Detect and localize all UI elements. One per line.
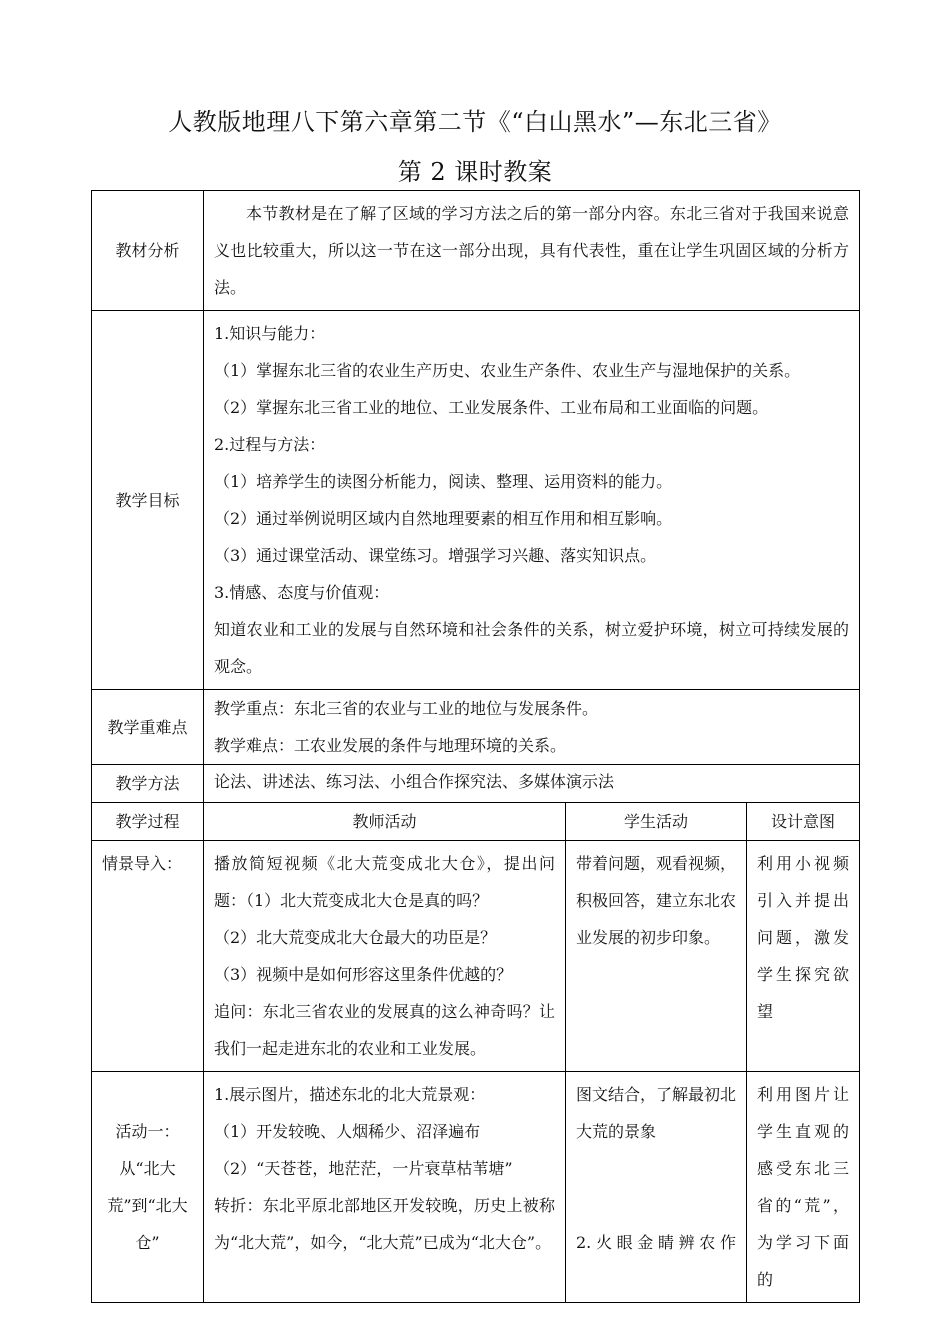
row-keypoints: [92, 690, 860, 765]
activity1-teacher: [204, 1072, 566, 1303]
goal-line: 知道农业和工业的发展与自然环境和社会条件的关系，树立爱护环境，树立可持续发展的观念。: [214, 620, 849, 676]
activity1-label-text: 活动一：从“北大荒”到“北大仓”: [107, 1122, 188, 1252]
goal-line: （1）掌握东北三省的农业生产历史、农业生产条件、农业生产与湿地保护的关系。: [214, 361, 801, 380]
methods-text: 论法、讲述法、练习法、小组合作探究法、多媒体演示法: [204, 765, 860, 803]
label-methods: 教学方法: [92, 765, 204, 803]
goal-line: 3.情感、态度与价值观：: [214, 583, 390, 602]
document-title: 人教版地理八下第六章第二节《“白山黑水”—东北三省》: [168, 108, 782, 136]
row-activity1: [92, 1072, 860, 1303]
goal-line: （1）培养学生的读图分析能力，阅读、整理、运用资料的能力。: [214, 472, 673, 491]
row-goals: [92, 311, 860, 690]
student-text: 图文结合，了解最初北大荒的景象: [576, 1085, 737, 1141]
analysis-paragraph: 本节教材是在了解了区域的学习方法之后的第一部分内容。东北三省对于我国来说意义也比较重大，所以这一节在这一部分出现，具有代表性，重在让学生巩固区域的分析方法。: [214, 204, 849, 297]
row-analysis: [92, 191, 860, 311]
label-intro: 情景导入：: [92, 841, 204, 1072]
header-intent: 设计意图: [747, 803, 860, 841]
student-text: 带着问题，观看视频，积极回答，建立东北农业发展的初步印象。: [576, 854, 737, 947]
student-text: 2.火眼金睛辨农作: [576, 1233, 736, 1252]
keypoints-content: [204, 690, 860, 765]
activity1-student: [566, 1072, 747, 1303]
intro-teacher: [204, 841, 566, 1072]
header-student: 学生活动: [566, 803, 747, 841]
intent-text: 利用小视频引入并提出问题，激发学生探究欲望: [757, 854, 849, 1021]
activity1-intent: [747, 1072, 860, 1303]
row-process-header: [92, 803, 860, 841]
key-point: 教学重点：东北三省的农业与工业的地位与发展条件。: [214, 699, 599, 718]
row-methods: [92, 765, 860, 803]
goal-line: （2）掌握东北三省工业的地位、工业发展条件、工业布局和工业面临的问题。: [214, 398, 769, 417]
label-goals: 教学目标: [92, 311, 204, 690]
goal-line: 2.过程与方法：: [214, 435, 326, 454]
teacher-line: 追问：东北三省农业的发展真的这么神奇吗？让我们一起走进东北的农业和工业发展。: [214, 1002, 555, 1058]
document-subtitle: 第 2 课时教案: [397, 158, 553, 186]
goal-line: （2）通过举例说明区域内自然地理要素的相互作用和相互影响。: [214, 509, 673, 528]
header-teacher: 教师活动: [204, 803, 566, 841]
intro-intent: [747, 841, 860, 1072]
teacher-line: 播放简短视频《北大荒变成北大仓》，提出问题：（1）北大荒变成北大仓是真的吗？: [214, 854, 555, 910]
goal-line: 1.知识与能力：: [214, 324, 326, 343]
intent-text: 利用图片让学生直观的感受东北三省的“荒”，为学习下面的: [757, 1085, 849, 1289]
teacher-line: （3）视频中是如何形容这里条件优越的？: [214, 965, 513, 984]
row-intro: [92, 841, 860, 1072]
label-keypoints: 教学重难点: [92, 690, 204, 765]
intro-student: [566, 841, 747, 1072]
teacher-line: 转折：东北平原北部地区开发较晚，历史上被称为“北大荒”，如今，“北大荒”已成为“北大仓”。: [214, 1196, 555, 1252]
lesson-plan-table: [91, 190, 860, 1303]
label-analysis: 教材分析: [92, 191, 204, 311]
analysis-text: [204, 191, 860, 311]
teacher-line: （1）开发较晚、人烟稀少、沼泽遍布: [214, 1122, 481, 1141]
teacher-line: 1.展示图片，描述东北的北大荒景观：: [214, 1085, 486, 1104]
label-activity1: [92, 1072, 204, 1303]
header-process: 教学过程: [92, 803, 204, 841]
goal-line: （3）通过课堂活动、课堂练习。增强学习兴趣、落实知识点。: [214, 546, 657, 565]
difficult-point: 教学难点：工农业发展的条件与地理环境的关系。: [214, 736, 567, 755]
teacher-line: （2）“天苍苍，地茫茫，一片衰草枯苇塘”: [214, 1159, 513, 1178]
teacher-line: （2）北大荒变成北大仓最大的功臣是？: [214, 928, 497, 947]
goals-content: [204, 311, 860, 690]
